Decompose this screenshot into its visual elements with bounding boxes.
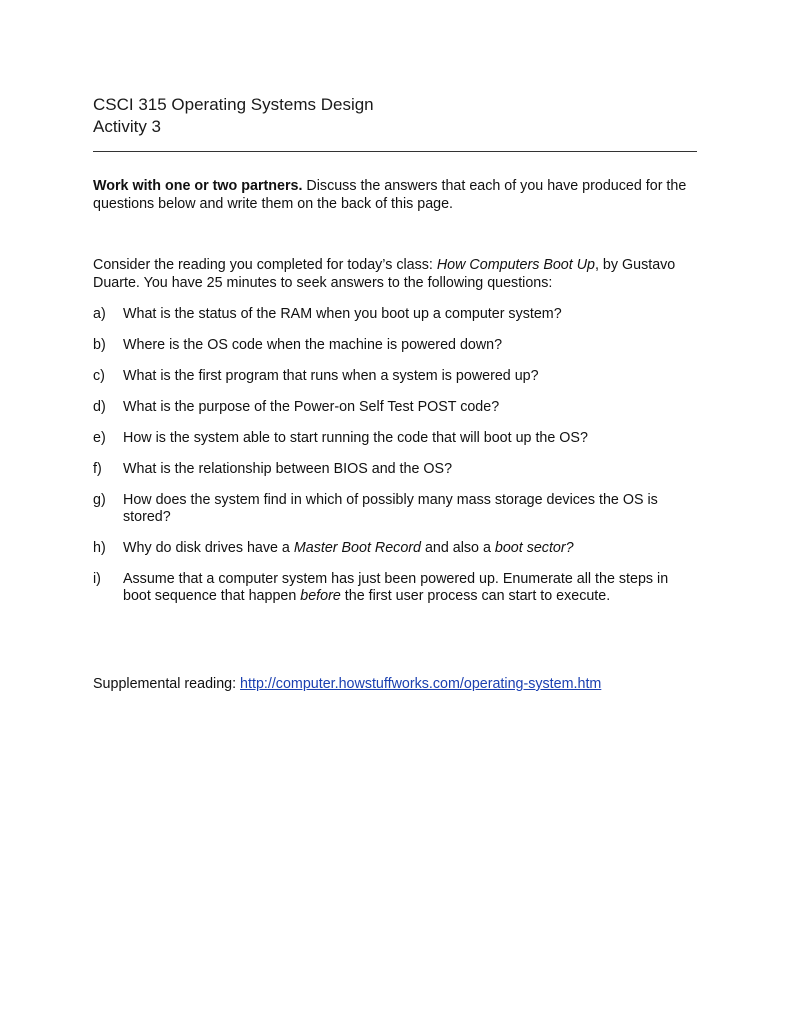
instructions-paragraph	[93, 177, 699, 213]
question-label: h)	[93, 540, 106, 556]
question-item	[93, 540, 699, 557]
document-page	[93, 94, 699, 707]
question-item	[93, 461, 699, 478]
question-item	[93, 430, 699, 447]
question-label: b)	[93, 337, 106, 353]
question-text: What is the first program that runs when a system is powered up?	[123, 368, 539, 384]
supplemental-reading	[93, 675, 699, 693]
question-item	[93, 306, 699, 323]
supplemental-link[interactable]: http://computer.howstuffworks.com/operating-system.htm	[240, 676, 602, 692]
question-label: e)	[93, 430, 106, 446]
instructions-text: Discuss the answers that each of you have produced for the questions below and write them on the back of this page.	[93, 178, 687, 212]
question-label: i)	[93, 571, 101, 587]
question-item	[93, 368, 699, 385]
term-master-boot-record: Master Boot Record	[293, 540, 421, 556]
question-label: f)	[93, 461, 102, 477]
question-label: g)	[93, 492, 106, 508]
question-text: How is the system able to start running the code that will boot up the OS?	[123, 430, 588, 446]
question-text-part: Why do disk drives have a	[123, 540, 294, 556]
question-label: c)	[93, 368, 105, 384]
question-text: How does the system find in which of possibly many mass storage devices the OS is stored?	[123, 492, 658, 525]
question-list	[93, 306, 699, 605]
term-boot-sector: boot sector?	[494, 540, 574, 556]
question-text: Where is the OS code when the machine is powered down?	[123, 337, 503, 353]
intro-before: Consider the reading you completed for today’s class:	[93, 257, 437, 273]
intro-paragraph	[93, 256, 699, 292]
question-text: What is the status of the RAM when you boot up a computer system?	[123, 306, 562, 322]
question-item	[93, 492, 699, 526]
question-text-part: Assume that a computer system has just been powered up. Enumerate all the steps in boot sequence that happen	[123, 571, 669, 604]
question-text	[123, 540, 699, 557]
instructions-bold: Work with one or two partners.	[93, 178, 303, 194]
question-text-part: and also a	[420, 540, 495, 556]
question-item	[93, 337, 699, 354]
question-text	[123, 571, 699, 605]
question-item	[93, 399, 699, 416]
reading-title: How Computers Boot Up	[436, 257, 595, 273]
emphasis-before: before	[300, 588, 341, 604]
header-divider	[93, 151, 697, 152]
course-title: CSCI 315 Operating Systems Design	[93, 95, 374, 114]
question-text-part: the first user process can start to execute.	[340, 588, 611, 604]
question-text: What is the relationship between BIOS and the OS?	[123, 461, 453, 477]
question-label: a)	[93, 306, 106, 322]
question-text: What is the purpose of the Power-on Self Test POST code?	[123, 399, 500, 415]
question-item	[93, 571, 699, 605]
intro-after: , by Gustavo Duarte. You have 25 minutes to seek answers to the following questions:	[93, 257, 676, 291]
activity-title: Activity 3	[93, 117, 162, 136]
supplemental-label: Supplemental reading:	[93, 676, 241, 692]
question-label: d)	[93, 399, 106, 415]
